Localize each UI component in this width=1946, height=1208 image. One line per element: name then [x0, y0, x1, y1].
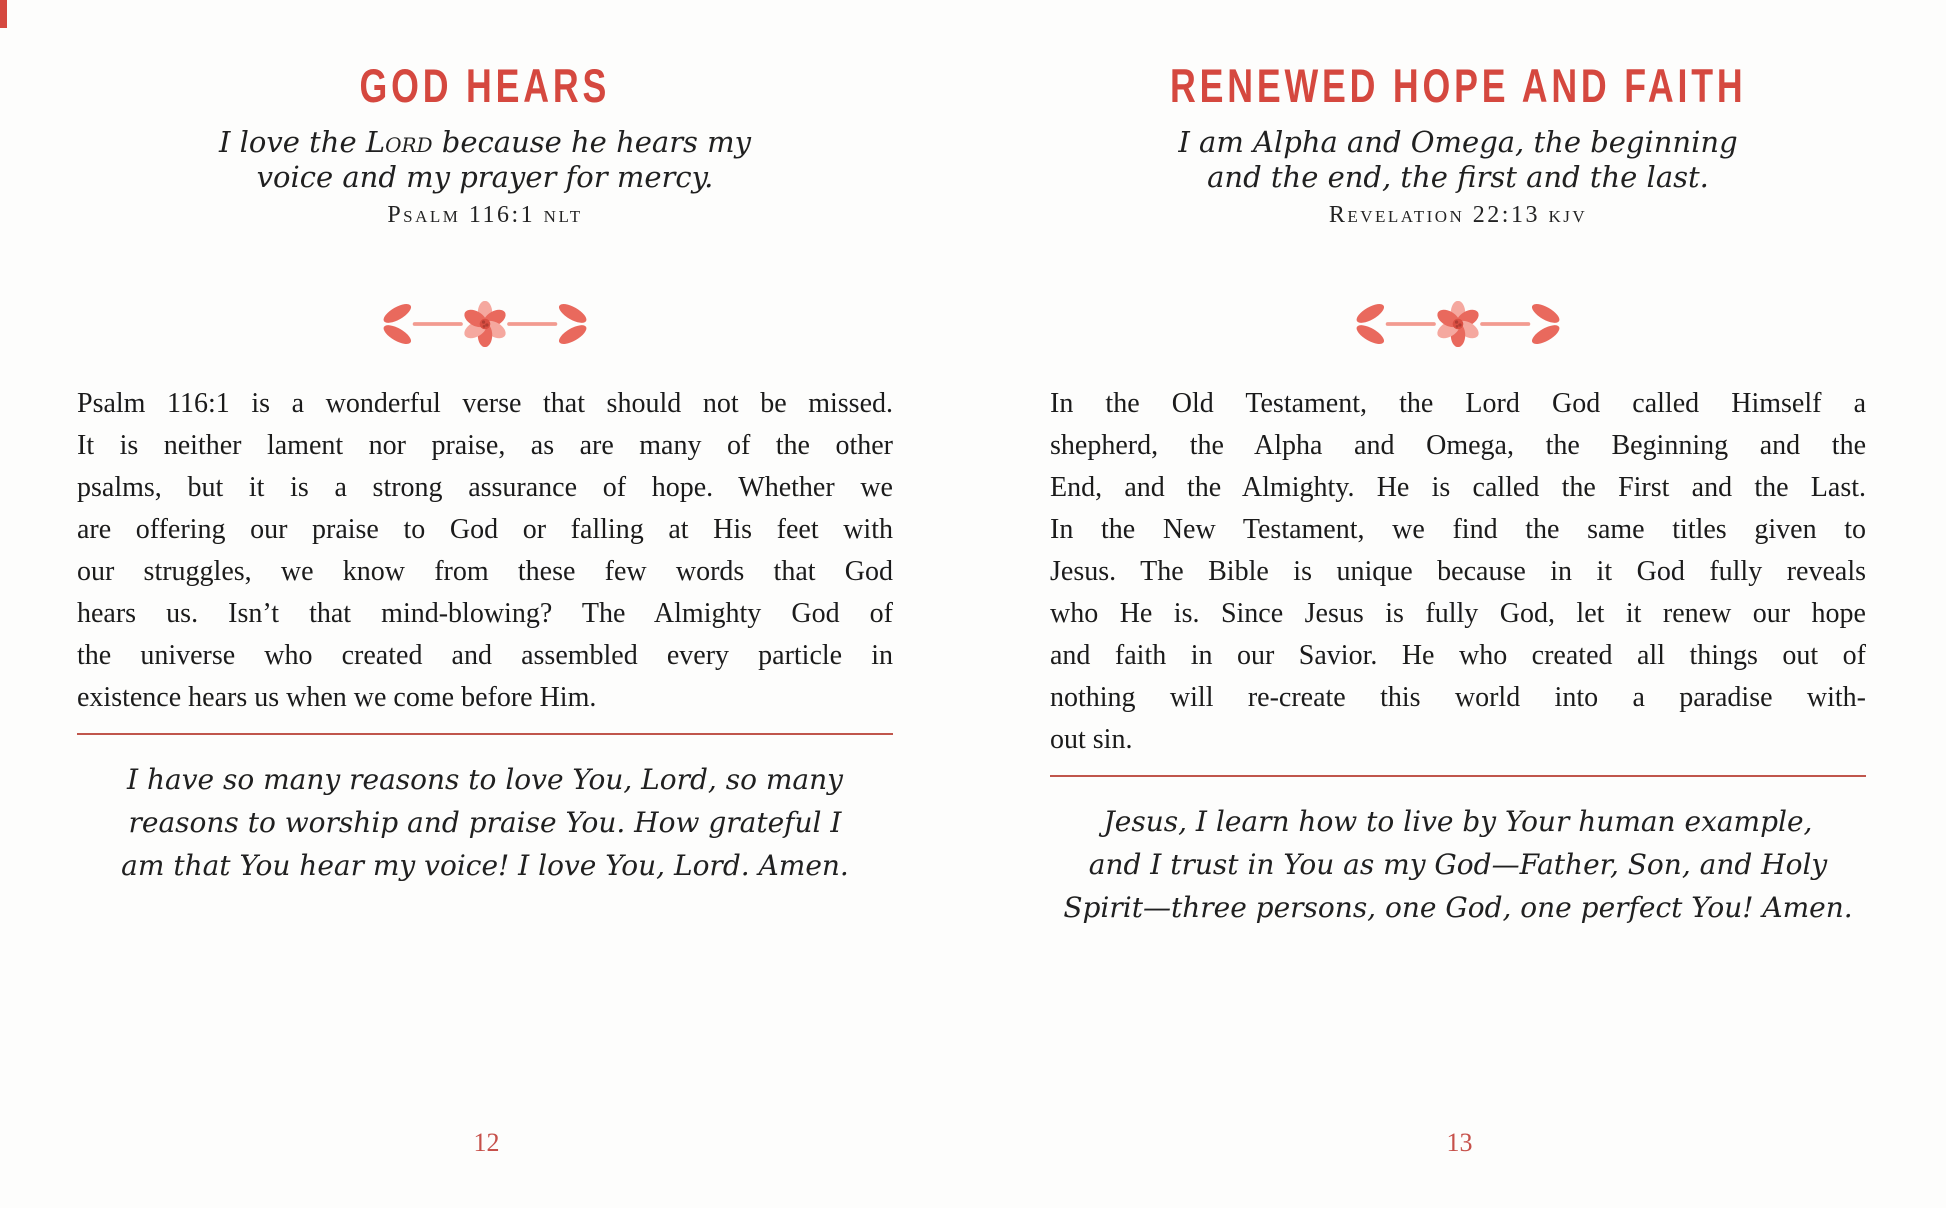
prayer-line: I have so many reasons to love You, Lord, so many — [127, 763, 843, 796]
prayer-text — [1050, 800, 1866, 929]
body-line: It is neither lament nor praise, as are many of the other — [77, 430, 893, 461]
body-line: the universe who created and assembled every particle in — [77, 640, 893, 671]
prayer-line: Spirit—three persons, one God, one perfect You! Amen. — [1063, 891, 1853, 924]
scripture-reference: Psalm 116:1 nlt — [387, 202, 583, 228]
body-line: out sin. — [1050, 724, 1133, 755]
flower-arrow-ornament — [1050, 301, 1866, 347]
body-line: Psalm 116:1 is a wonderful verse that should not be missed. — [77, 388, 893, 419]
scripture-quote — [77, 125, 893, 195]
scripture-quote — [1050, 125, 1866, 195]
page-number: 12 — [473, 1128, 500, 1157]
body-line: are offering our praise to God or falling at His feet with — [77, 514, 893, 545]
page-right — [973, 0, 1946, 1208]
divider-rule — [77, 733, 893, 735]
scripture-text: I love the — [218, 125, 366, 159]
page-number: 13 — [1446, 1128, 1473, 1157]
body-line: psalms, but it is a strong assurance of hope. Whether we — [77, 472, 893, 503]
chapter-title — [1050, 60, 1866, 112]
flower-arrow-icon — [1352, 301, 1564, 347]
prayer-line: am that You hear my voice! I love You, Lord. Amen. — [121, 849, 849, 882]
flower-arrow-ornament — [77, 301, 893, 347]
body-line: who He is. Since Jesus is fully God, let it renew our hope — [1050, 598, 1866, 629]
scripture-text: because he hears my — [432, 125, 752, 159]
scripture-line — [77, 125, 893, 160]
prayer-line: and I trust in You as my God—Father, Son, and Holy — [1088, 848, 1828, 881]
body-line: Jesus. The Bible is unique because in it God fully reveals — [1050, 556, 1866, 587]
prayer-line: Jesus, I learn how to live by Your human example, — [1103, 805, 1813, 838]
body-line: nothing will re-create this world into a paradise with- — [1050, 682, 1866, 713]
scripture-line: voice and my prayer for mercy. — [256, 160, 714, 194]
divider-rule — [1050, 775, 1866, 777]
scripture-line: and the end, the first and the last. — [1207, 160, 1709, 194]
chapter-title-text: GOD HEARS — [359, 59, 611, 112]
prayer-text — [77, 758, 893, 887]
body-line: and faith in our Savior. He who created all things out of — [1050, 640, 1866, 671]
lord-small-caps: Lord — [365, 125, 433, 159]
body-line: existence hears us when we come before Him. — [77, 682, 597, 713]
body-line: our struggles, we know from these few words that God — [77, 556, 893, 587]
body-line: In the Old Testament, the Lord God called Himself a — [1050, 388, 1866, 419]
body-paragraph — [1050, 383, 1866, 761]
body-line: In the New Testament, we find the same titles given to — [1050, 514, 1866, 545]
body-line: End, and the Almighty. He is called the First and the Last. — [1050, 472, 1866, 503]
scripture-line: I am Alpha and Omega, the beginning — [1178, 125, 1738, 159]
prayer-line: reasons to worship and praise You. How grateful I — [128, 806, 842, 839]
body-line: hears us. Isn’t that mind-blowing? The Almighty God of — [77, 598, 893, 629]
scripture-reference: Revelation 22:13 kjv — [1328, 202, 1588, 228]
chapter-title-text: RENEWED HOPE AND FAITH — [1169, 59, 1747, 112]
chapter-title — [77, 60, 893, 112]
body-line: shepherd, the Alpha and Omega, the Beginning and the — [1050, 430, 1866, 461]
body-paragraph — [77, 383, 893, 719]
flower-arrow-icon — [379, 301, 591, 347]
